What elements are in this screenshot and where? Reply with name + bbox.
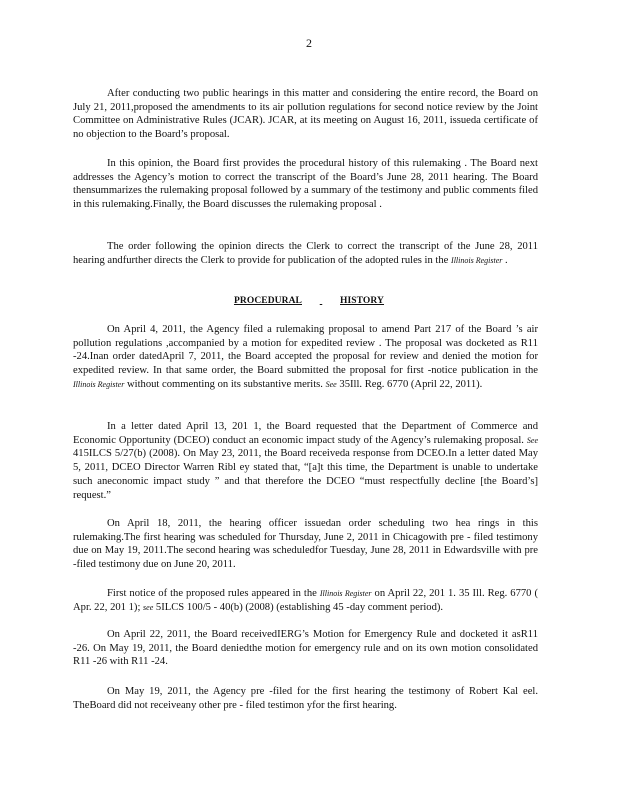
paragraph-7: [73, 587, 538, 614]
paragraph-4-end: 35Ill. Reg. 6770 (April 22, 2011).: [339, 378, 483, 390]
paragraph-9: [73, 685, 538, 712]
paragraph-6: [73, 517, 538, 572]
heading-word-procedural: PROCEDURAL: [233, 296, 302, 306]
paragraph-7-end: 5ILCS 100/5 - 40(b) (2008) (establishing 45 -day comment period).: [155, 601, 444, 613]
paragraph-4-text: On April 4, 2011, the Agency filed a rulemaking proposal to amend Part 217 of the Board ’s air pollution regulations ,accompanied by a motion for expedited review . The proposal was docketed as R11 -24.Inan order datedApril 7, 2011, the Board accepted the proposal for review and denied the motion for expedited review. In that same order, the Board submitted the proposal for first -notice publication in the: [73, 324, 538, 377]
paragraph-9-text: On May 19, 2011, the Agency pre -filed for the first hearing the testimony of Robert Kal eel. TheBoard did not receiveany other pre - filed testimon yfor the first hearing.: [73, 686, 538, 711]
paragraph-2: [73, 157, 538, 212]
paragraph-7-mid: on April 22, 201 1. 35 Ill. Reg. 6770 ( Apr. 22, 201 1);: [73, 588, 538, 613]
paragraph-8: [73, 628, 538, 669]
illinois-register-italic: Illinois Register: [451, 255, 503, 265]
section-heading: [0, 296, 618, 306]
see-signal: See: [325, 379, 337, 389]
see-signal: see: [143, 602, 154, 612]
paragraph-5-text: In a letter dated April 13, 201 1, the Board requested that the Department of Commerce and Economic Opportunity (DCEO) conduct an economic impact study of the Agency’s rulemaking proposal.: [73, 421, 538, 446]
page-number: 2: [306, 36, 312, 50]
heading-word-history: HISTORY: [340, 296, 385, 306]
paragraph-3-end: .: [505, 254, 508, 266]
paragraph-5: [73, 420, 538, 502]
paragraph-2-text: In this opinion, the Board first provides the procedural history of this rulemaking . The Board next addresses the Agency’s motion to correct the transcript of the Board’s June 28, 2011 hearing. The Board thensummarizes the rulemaking proposal followed by a summary of the testimony and public comments filed in this rulemaking.Finally, the Board discusses the rulemaking proposal .: [73, 158, 538, 211]
illinois-register-italic: Illinois Register: [319, 589, 372, 598]
paragraph-7-text: First notice of the proposed rules appeared in the: [107, 588, 317, 599]
paragraph-5-end: 415ILCS 5/27(b) (2008). On May 23, 2011, the Board receiveda response from DCEO.In a letter dated May 5, 2011, DCEO Director Warren Ribl ey stated that, “[a]t this time, the Department is unable to undertake such aneconomic impact study ” and that therefore the DCEO “must respectfully decline [the Board’s] request.”: [73, 448, 538, 501]
paragraph-8-text: On April 22, 2011, the Board receivedIERG’s Motion for Emergency Rule and docketed it asR11 -26. On May 19, 2011, the Board deniedthe motion for emergency rule and on its own motion consolidated R11 -26 with R11 -24.: [73, 629, 538, 668]
paragraph-6-text: On April 18, 2011, the hearing officer issuedan order scheduling two hea rings in this rulemaking.The first hearing was scheduled for Thursday, June 2, 2011 in Chicagowith pre - filed testimony due on May 19, 2011.The second hearing was scheduledfor Tuesday, June 28, 2011 in Edwardsville with pre -filed testimony due on June 20, 2011.: [73, 518, 538, 571]
illinois-register-italic: Illinois Register: [73, 379, 125, 389]
see-signal: See: [526, 435, 538, 445]
paragraph-1: [73, 87, 538, 142]
paragraph-3-text: The order following the opinion directs the Clerk to correct the transcript of the June 28, 2011 hearing andfurther directs the Clerk to provide for publication of the adopted rules in the: [73, 241, 538, 266]
paragraph-1-text: After conducting two public hearings in this matter and considering the entire record, the Board on July 21, 2011,proposed the amendments to its air pollution regulations for second notice review by the Joint Committee on Administrative Rules (JCAR). JCAR, at its meeting on August 16, 2011, issueda certificate of no objection to the Board’s proposal.: [73, 88, 538, 141]
paragraph-4: [73, 323, 538, 392]
paragraph-3: [73, 240, 538, 267]
paragraph-4-mid: without commenting on its substantive merits.: [126, 378, 323, 390]
